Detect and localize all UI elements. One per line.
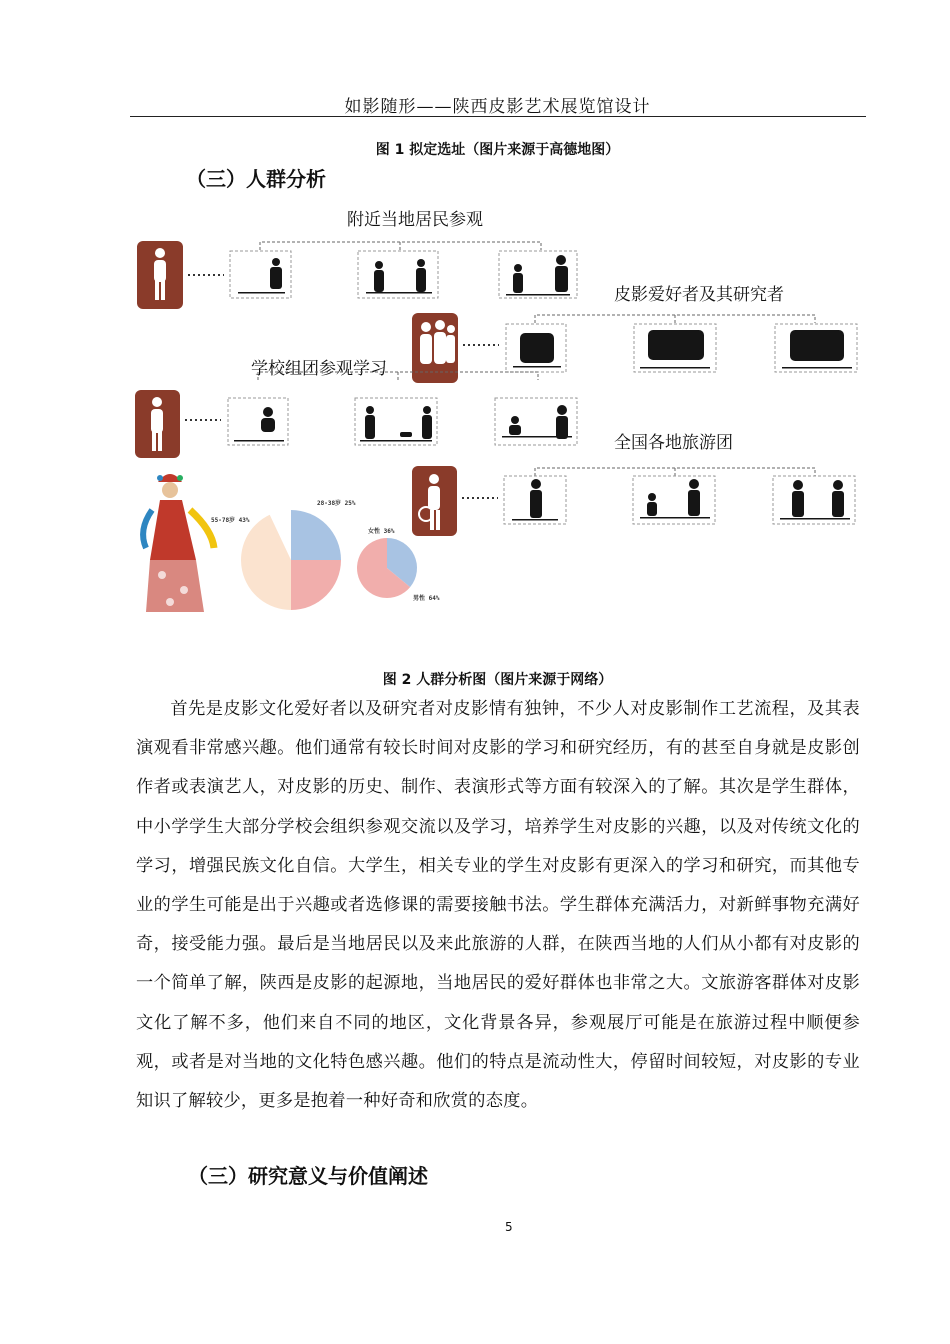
figure1-caption: 图 1 拟定选址（图片来源于高德地图）	[375, 142, 620, 158]
pie-charts	[211, 499, 440, 610]
silhouette	[234, 405, 572, 442]
crowd-diagram	[135, 241, 857, 536]
pie-slice	[291, 560, 341, 610]
section-title-significance: （三）研究意义与价值阐述	[188, 1164, 428, 1188]
group-people-icon	[420, 320, 455, 364]
label-local-residents: 附近当地居民参观	[347, 210, 483, 230]
pie-label: 28-38岁 25%	[317, 500, 356, 507]
silhouette	[512, 479, 850, 521]
label-tour-groups: 全国各地旅游团	[614, 433, 733, 453]
label-school-groups: 学校组团参观学习	[251, 359, 387, 379]
group-enthusiasts	[412, 313, 857, 383]
pie-label: 男性 64%	[413, 595, 440, 602]
page-number: 5	[505, 1220, 513, 1234]
pie-slice	[291, 510, 341, 560]
group-local-residents	[137, 241, 577, 309]
group-school	[135, 372, 577, 458]
silhouette	[238, 255, 570, 296]
shadow-puppet-illustration	[143, 474, 214, 612]
pie-label: 55-78岁 43%	[211, 517, 250, 524]
photo-frame	[633, 476, 715, 524]
pie-label: 女性 36%	[368, 528, 395, 535]
figure2-caption: 图 2 人群分析图（图片来源于网络）	[382, 672, 613, 688]
running-header: 如影随形——陕西皮影艺术展览馆设计	[344, 97, 651, 117]
group-tour	[412, 466, 855, 536]
pie-slice	[241, 515, 291, 610]
silhouette	[513, 330, 852, 369]
label-enthusiasts: 皮影爱好者及其研究者	[614, 285, 784, 305]
body-paragraph: 首先是皮影文化爱好者以及研究者对皮影情有独钟，不少人对皮影制作工艺流程，及其表演观看非常感兴趣。他们通常有较长时间对皮影的学习和研究经历，有的甚至自身就是皮影创作者或表演艺人，对皮影的历史、制作、表演形式等方面有较深入的了解。其次是学生群体，中小学学生大部分学校会组织参观交流以及学习，培养学生对皮影的兴趣，以及对传统文化的学习，增强民族文化自信。大学生，相关专业的学生对皮影有更深入的学习和研究，而其他专业的学生可能是出于兴趣或者选修课的需要接触书法。学生群体充满活力，对新鲜事物充满好奇，接受能力强。最后是当地居民以及来此旅游的人群，在陕西当地的人们从小都有对皮影的一个简单了解，陕西是皮影的起源地，当地居民的爱好群体也非常之大。文旅游客群体对皮影文化了解不多，他们来自不同的地区，文化背景各异，参观展厅可能是在旅游过程中顺便参观，或者是对当地的文化特色感兴趣。他们的特点是流动性大，停留时间较短，对皮影的专业知识了解较少，更多是抱着一种好奇和欣赏的态度。	[136, 699, 860, 1112]
section-title-crowd: （三）人群分析	[186, 167, 326, 191]
photo-frame	[228, 398, 288, 445]
